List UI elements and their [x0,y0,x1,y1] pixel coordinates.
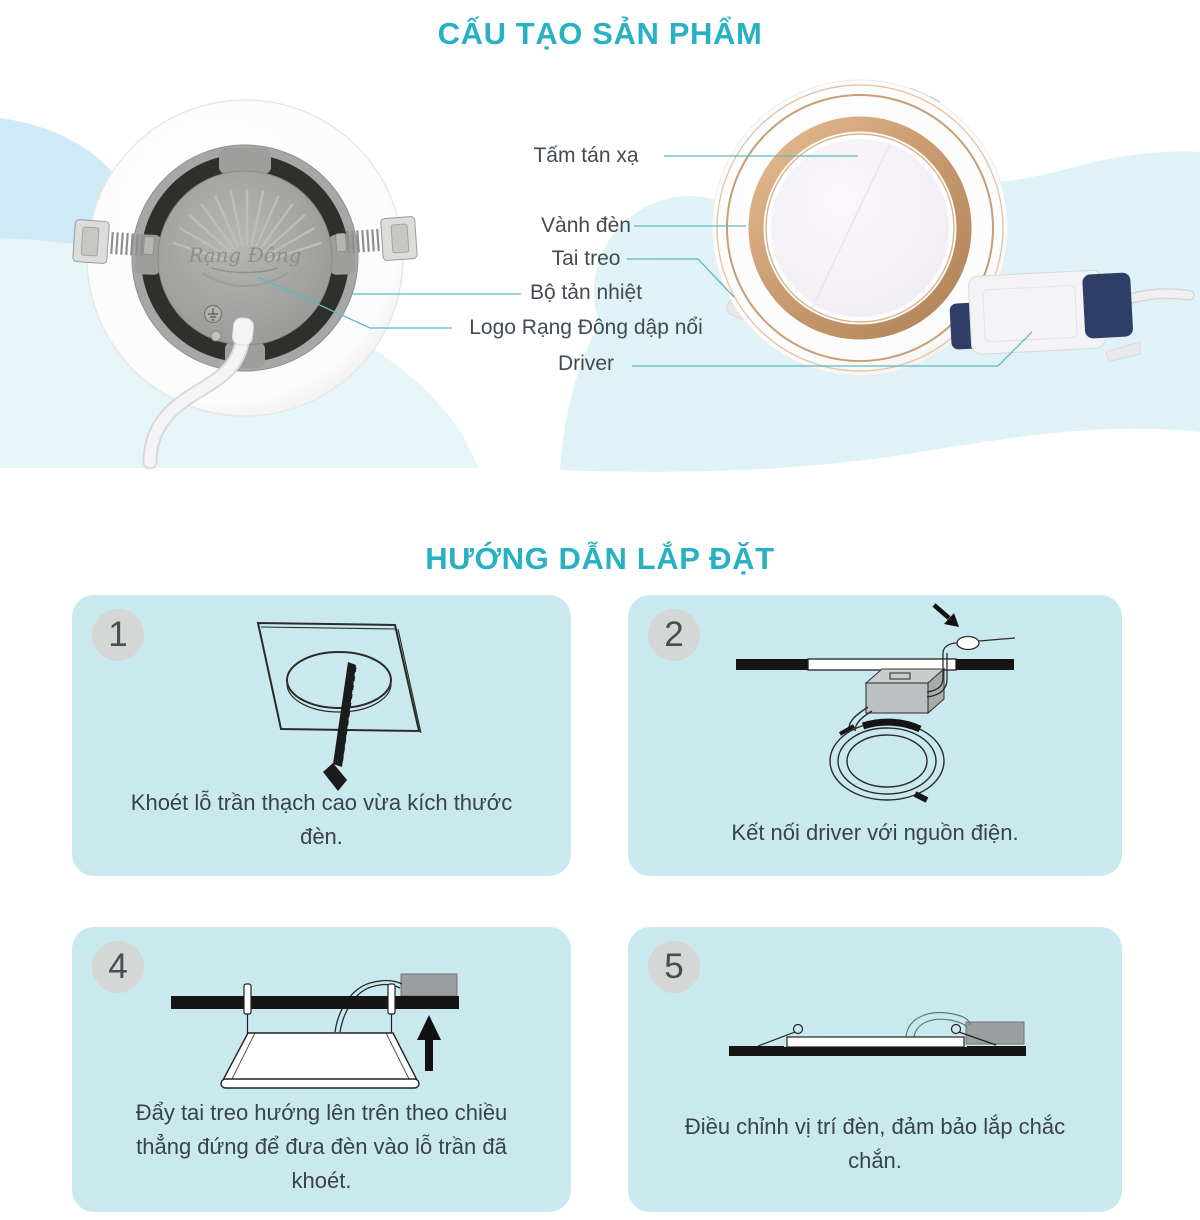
step-card-5 [628,927,1122,1212]
lamp-side-view [221,1033,419,1088]
step-card-4 [72,927,571,1212]
ceiling-bar [736,659,1014,670]
section2-title: HƯỚNG DẪN LẮP ĐẶT [425,541,775,576]
driver-cap-right [1082,272,1133,338]
step-number-badge: 2 [648,609,700,661]
driver-cable [1131,292,1189,298]
wire-connector [957,637,979,650]
driver-box [948,265,1192,369]
step-card-2 [628,595,1122,876]
screw-hole [211,331,221,341]
ceiling-bar [171,996,459,1009]
arrow-icon [934,605,959,627]
part-label-driver: Driver [558,352,614,375]
cut-hole [287,652,391,708]
saw-icon [323,662,356,791]
earth-screw-icon [205,306,222,323]
step-card-1 [72,595,571,876]
part-label-vanh-den: Vành đèn [541,214,631,237]
driver-wing [1106,342,1141,362]
embossed-logo-text: Rạng Đông [188,243,302,267]
part-label-tai-treo: Tai treo [551,247,621,270]
step-caption: Kết nối driver với nguồn điện. [731,820,1019,845]
up-arrow-icon [417,1015,441,1071]
driver-box-sketch [401,974,457,996]
step-caption: Khoét lỗ trần thạch cao vừa kích thước đèn. [130,790,513,849]
step-number-badge: 5 [648,941,700,993]
downlight-sketch [830,707,944,800]
lamp-back-view [73,100,418,462]
driver-box-sketch [966,1022,1024,1044]
ceiling-panel [258,623,419,731]
step-number-badge: 1 [92,609,144,661]
step-caption: Đẩy tai treo hướng lên trên theo chiều thẳng đứng để đưa đèn vào lỗ trần đã khoét. [135,1100,508,1193]
lamp-flush-view [783,1037,967,1056]
power-wire [906,1013,970,1037]
part-label-tam-tan-xa: Tấm tán xạ [533,144,639,167]
section1-title: CẤU TẠO SẢN PHẨM [437,16,763,51]
part-label-bo-tan-nhiet: Bộ tản nhiệt [529,281,643,304]
part-label-logo: Logo Rạng Đông dập nổi [469,316,703,339]
step-caption: Điều chỉnh vị trí đèn, đảm bảo lắp chắc chắn. [684,1114,1066,1173]
product-structure-figure [0,0,1200,545]
diffuser-panel [771,139,949,317]
step-number-badge: 4 [92,941,144,993]
